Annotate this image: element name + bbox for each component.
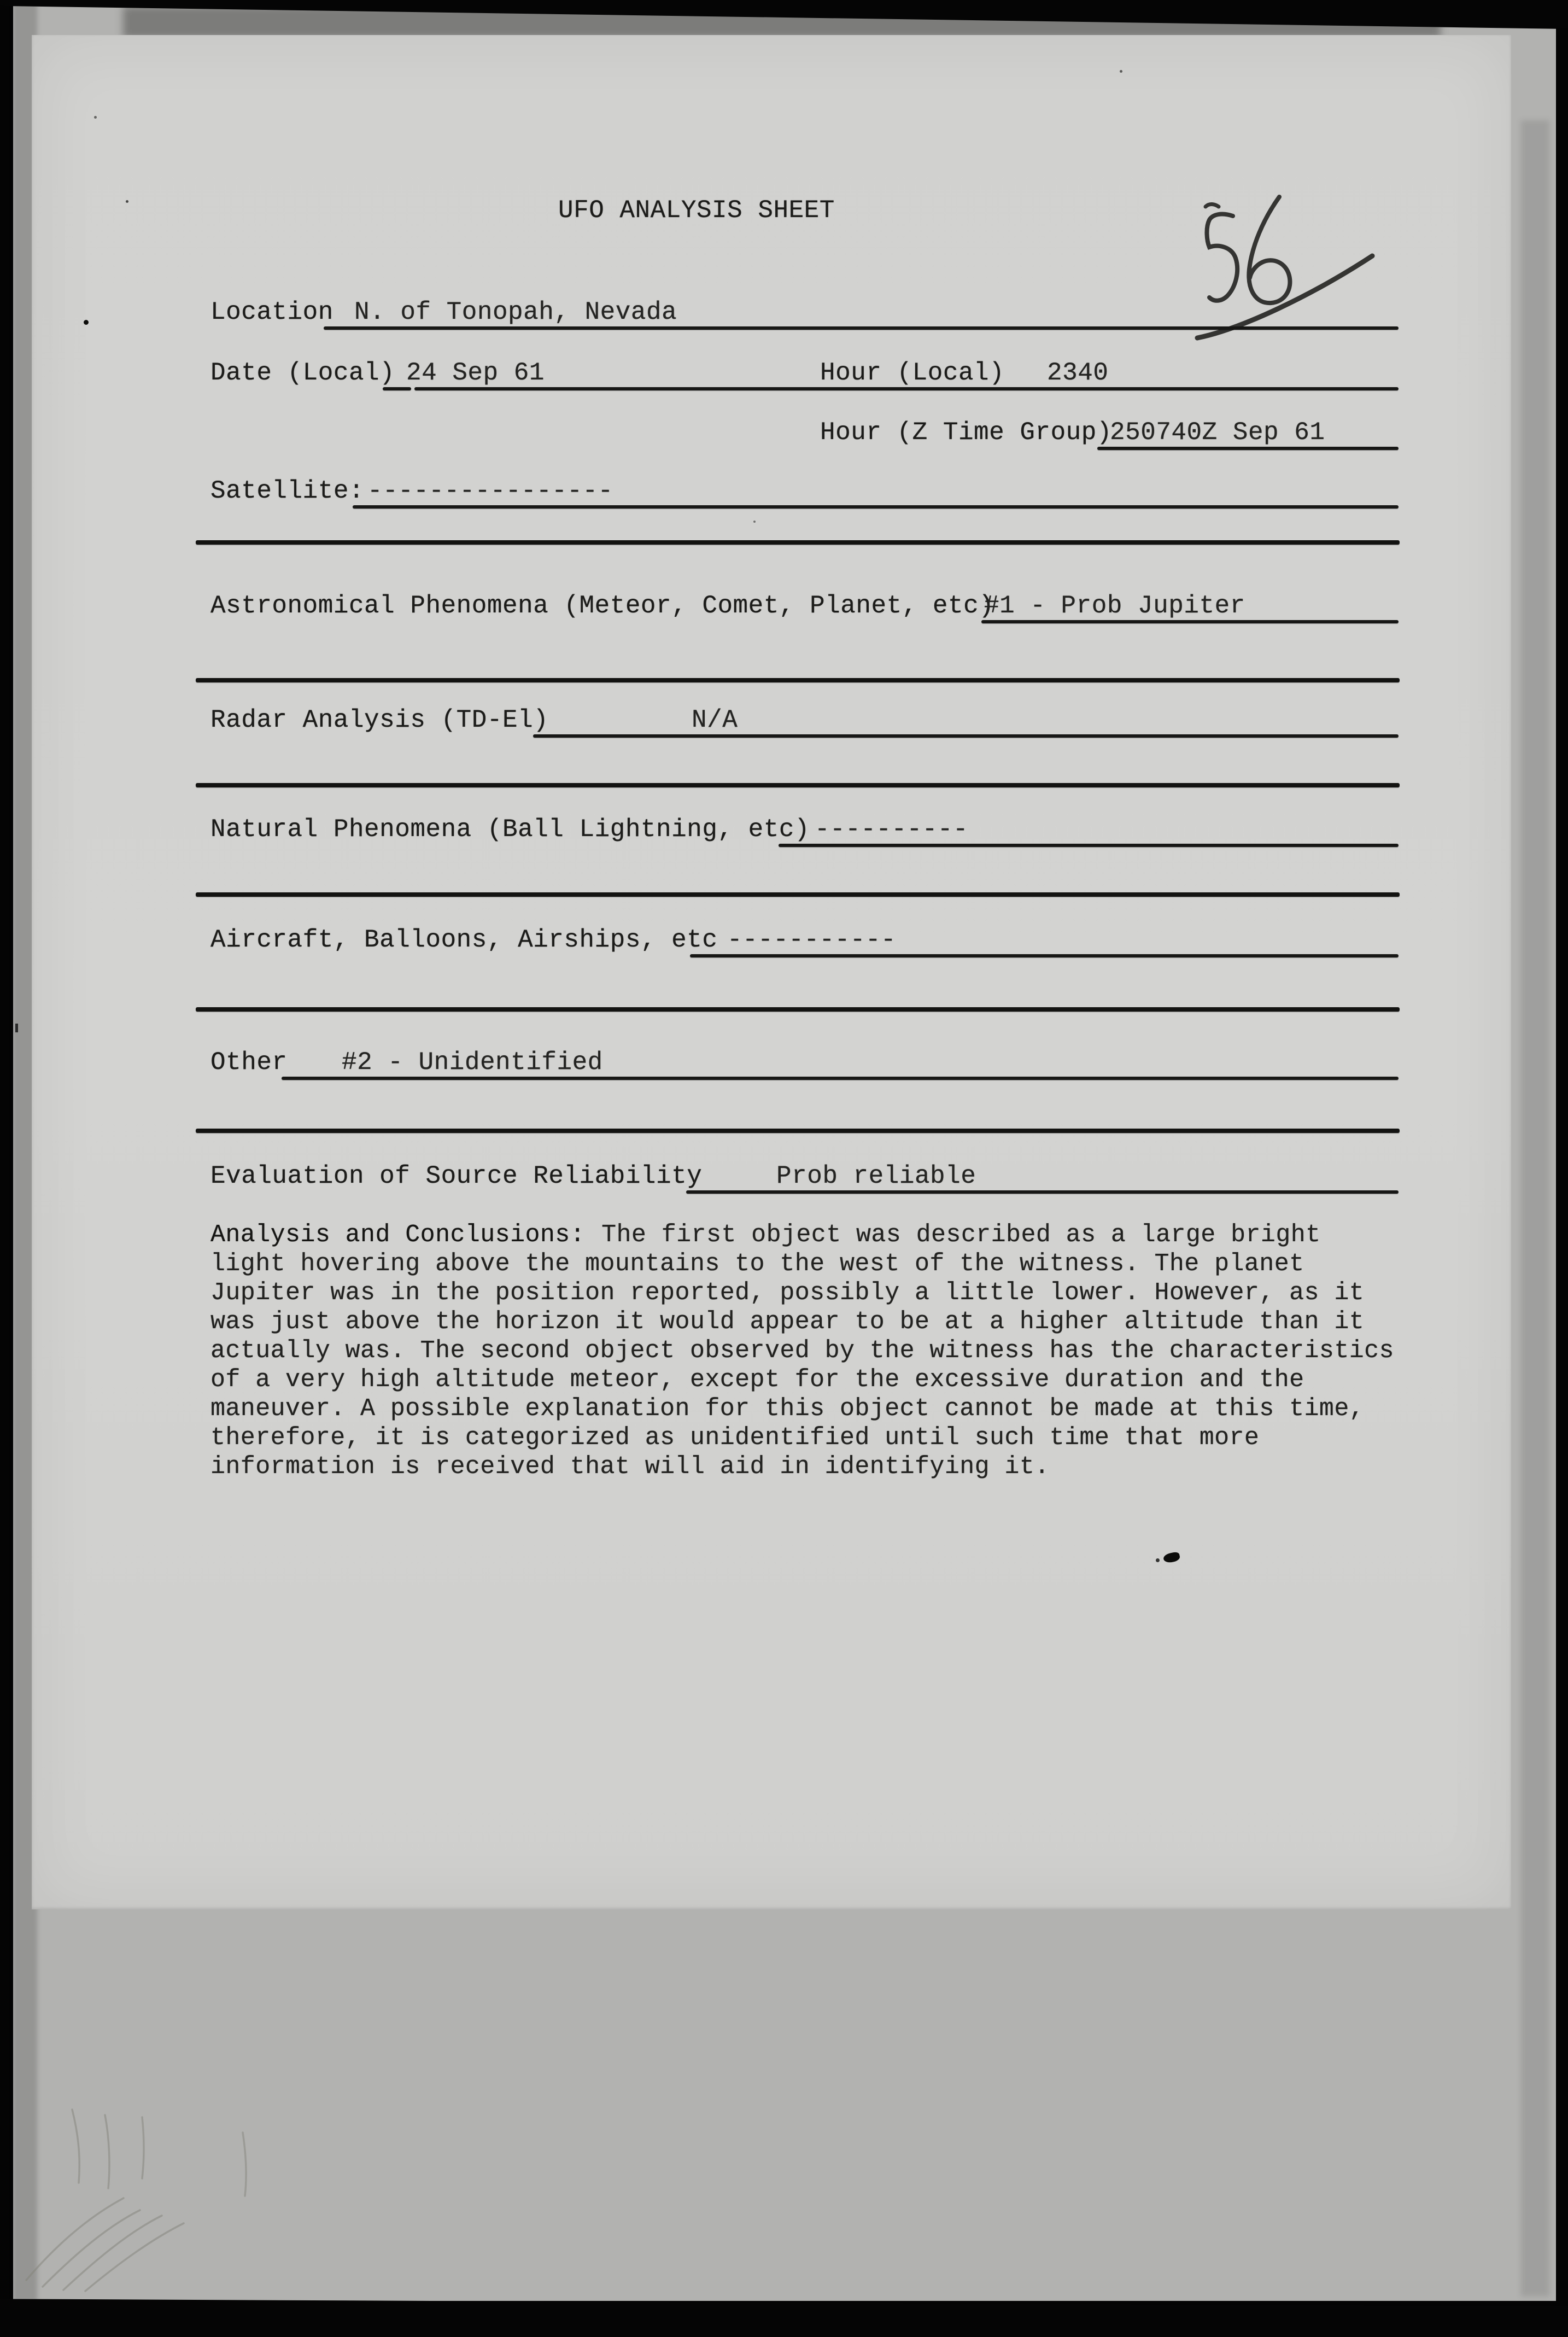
astronomical-label: Astronomical Phenomena (Meteor, Comet, Planet, etc)	[210, 592, 994, 620]
hour-z-underline	[1097, 447, 1399, 450]
satellite-value: ----------------	[367, 477, 613, 505]
satellite-underline	[353, 505, 1399, 509]
ruled-line	[196, 540, 1400, 545]
page-title: UFO ANALYSIS SHEET	[558, 196, 835, 225]
hour-local-label: Hour (Local)	[820, 359, 1005, 387]
scan-speck	[753, 521, 756, 523]
analysis-label: Analysis and Conclusions:	[210, 1221, 586, 1249]
scan-shadow-right	[1521, 120, 1549, 2297]
scan-speck	[1120, 70, 1122, 73]
other-value: #2 - Unidentified	[342, 1048, 603, 1077]
pencil-scribbles	[8, 2100, 281, 2286]
radar-label: Radar Analysis (TD-El)	[210, 706, 549, 734]
hour-z-value: 250740Z Sep 61	[1110, 418, 1325, 447]
natural-underline	[779, 844, 1399, 847]
evaluation-underline	[686, 1190, 1399, 1194]
ink-speck	[1156, 1558, 1160, 1562]
natural-label: Natural Phenomena (Ball Lightning, etc)	[210, 815, 810, 844]
location-underline	[324, 326, 1399, 330]
astronomical-value: #1 - Prob Jupiter	[984, 592, 1245, 620]
other-label: Other	[210, 1048, 288, 1077]
evaluation-label: Evaluation of Source Reliability	[210, 1162, 703, 1190]
evaluation-value: Prob reliable	[776, 1162, 976, 1190]
date-local-value: 24 Sep 61	[406, 359, 545, 387]
scan-speck	[94, 116, 97, 119]
date-underline-short	[383, 387, 411, 390]
ruled-line	[196, 1129, 1400, 1133]
scan-speck	[126, 200, 128, 203]
location-value: N. of Tonopah, Nevada	[354, 298, 677, 326]
radar-value: N/A	[692, 706, 738, 734]
ruled-line	[196, 1007, 1400, 1012]
scan-speck	[15, 1024, 18, 1032]
ruled-line	[196, 892, 1400, 897]
natural-value: ----------	[815, 815, 969, 844]
other-underline	[282, 1077, 1399, 1080]
handwritten-page-number	[1175, 186, 1394, 350]
analysis-paragraph	[210, 1220, 1405, 1481]
location-label: Location	[210, 298, 334, 326]
aircraft-label: Aircraft, Balloons, Airships, etc	[210, 926, 718, 954]
radar-underline	[533, 734, 1399, 738]
hour-local-value: 2340	[1047, 359, 1109, 387]
date-underline	[414, 387, 1399, 390]
hour-z-label: Hour (Z Time Group)	[820, 418, 1112, 447]
aircraft-value: -----------	[727, 926, 897, 954]
ruled-line	[196, 783, 1400, 787]
aircraft-underline	[690, 954, 1399, 957]
date-local-label: Date (Local)	[210, 359, 395, 387]
astronomical-underline	[981, 620, 1399, 623]
scan-speck	[84, 320, 89, 325]
satellite-label: Satellite:	[210, 477, 365, 505]
analysis-text: The first object was described as a large bright light hovering above the mountains to the west of the witness. The planet Jupiter was in the position reported, possibly a little lower. However, as it was just above the horizon it would appear to be at a higher altitude than it actually was. The second object observed by the witness has the characteristics of a very high altitude meteor, except for the excessive duration and the maneuver. A possible explanation for this object cannot be made at this time, therefore, it is categorized as unidentified until such time that more information is received that will aid in identifying it.	[210, 1221, 1394, 1481]
ruled-line	[196, 678, 1400, 682]
